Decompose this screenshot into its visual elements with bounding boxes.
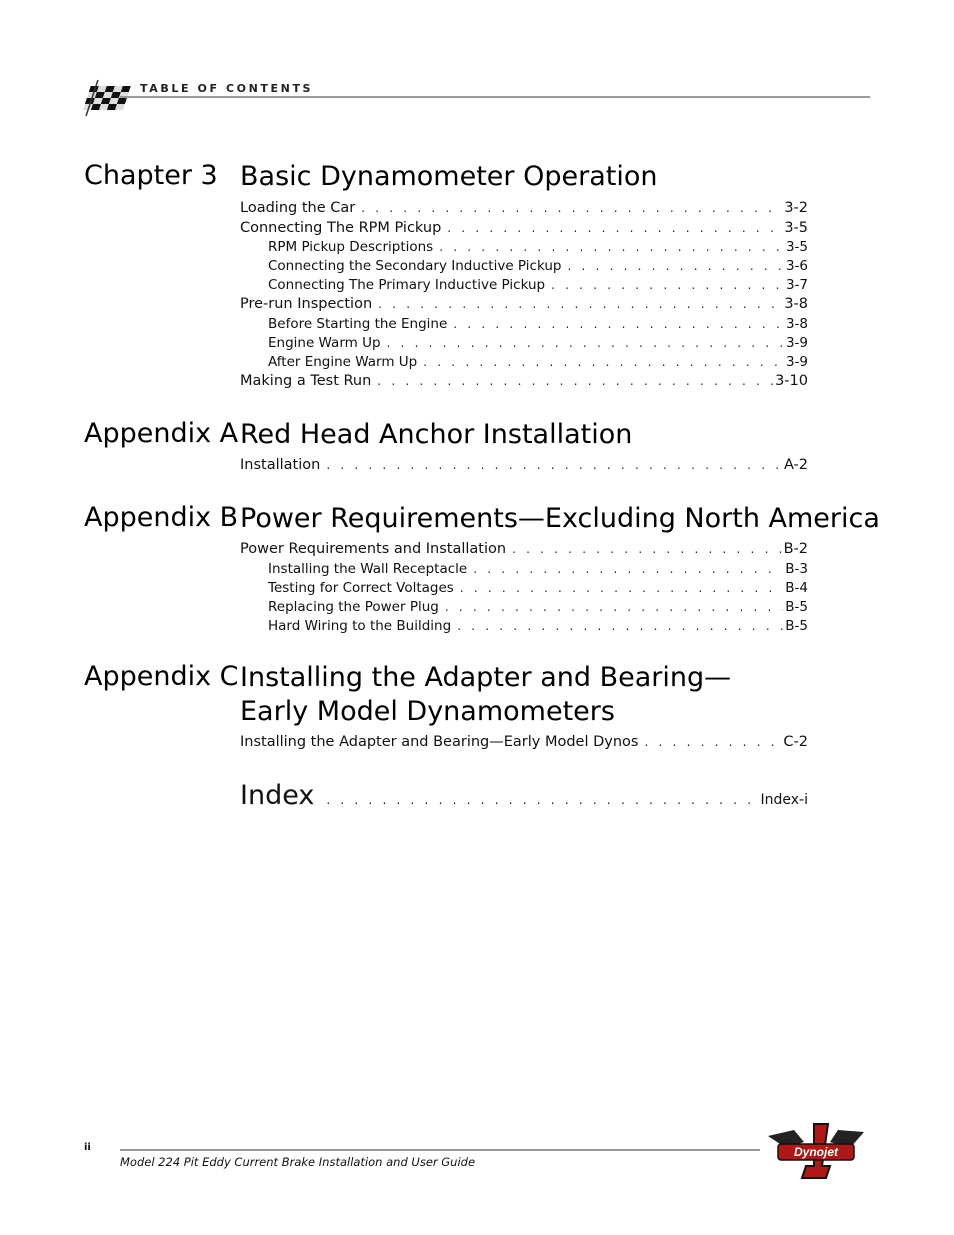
entry-title: After Engine Warm Up	[268, 353, 418, 370]
dot-leader	[361, 201, 782, 215]
section-title: Basic Dynamometer Operation	[240, 161, 658, 192]
entry-page: 3-5	[785, 239, 808, 255]
entry-title: RPM Pickup Descriptions	[268, 239, 434, 255]
toc-entry[interactable]	[240, 200, 808, 220]
toc-entry[interactable]	[240, 457, 808, 477]
dot-leader	[445, 600, 783, 614]
entry-title: Installing the Wall Receptacle	[268, 560, 468, 577]
entry-page: 3-9	[785, 334, 808, 351]
dot-leader	[567, 259, 783, 273]
dot-leader	[512, 542, 782, 556]
dot-leader	[457, 619, 783, 633]
section-entries	[240, 734, 808, 754]
dot-leader	[326, 458, 782, 472]
entry-page: 3-8	[785, 315, 808, 332]
section-label: Appendix B	[84, 502, 239, 533]
entry-page: 3-10	[775, 372, 808, 389]
section-title-line-1: Installing the Adapter and Bearing—	[240, 662, 732, 693]
entry-title: Connecting the Secondary Inductive Pickup	[268, 258, 562, 274]
header-title: TABLE OF CONTENTS	[140, 82, 314, 95]
toc-subentry[interactable]	[240, 561, 808, 580]
dot-leader	[326, 793, 756, 807]
toc-entry[interactable]	[240, 734, 808, 754]
entry-title: Hard Wiring to the Building	[268, 617, 452, 634]
entry-title: Testing for Correct Voltages	[268, 579, 454, 596]
dot-leader	[439, 240, 784, 254]
entry-page: B-5	[785, 617, 808, 634]
toc-subentry[interactable]	[240, 580, 808, 599]
toc-subentry[interactable]	[240, 335, 808, 354]
section-label: Appendix A	[84, 418, 239, 449]
header-rule	[120, 96, 870, 98]
entry-page: 3-5	[784, 219, 808, 236]
entry-title: Before Starting the Engine	[268, 315, 448, 332]
dot-leader	[460, 581, 783, 595]
entry-title: Connecting The RPM Pickup	[240, 219, 442, 236]
entry-page: A-2	[783, 457, 808, 473]
section-title: Power Requirements—Excluding North America	[240, 503, 880, 534]
section-label: Chapter 3	[84, 160, 218, 191]
toc-subentry[interactable]	[240, 354, 808, 373]
dot-leader	[378, 297, 782, 311]
toc-subentry[interactable]	[240, 599, 808, 618]
toc-entry[interactable]	[240, 220, 808, 240]
entry-page: 3-6	[785, 258, 808, 274]
dot-leader	[447, 221, 782, 235]
entry-title: Engine Warm Up	[268, 334, 381, 351]
entry-page: B-4	[785, 579, 808, 596]
toc-entry[interactable]	[240, 541, 808, 561]
section-entries	[240, 200, 808, 392]
toc-subentry[interactable]	[240, 239, 808, 258]
entry-page: B-5	[785, 598, 808, 615]
toc-subentry[interactable]	[240, 277, 808, 296]
toc-subentry[interactable]	[240, 618, 808, 637]
dot-leader	[377, 374, 773, 388]
svg-text:Dynojet: Dynojet	[793, 1145, 839, 1159]
toc-index-entry[interactable]	[240, 780, 808, 811]
toc-entry[interactable]	[240, 296, 808, 316]
page-number: ii	[84, 1142, 91, 1153]
dynojet-logo	[764, 1122, 868, 1180]
section-entries	[240, 541, 808, 637]
index-title: Index	[240, 780, 315, 811]
toc-entry[interactable]	[240, 373, 808, 393]
dot-leader	[551, 278, 784, 292]
section-entries	[240, 457, 808, 477]
entry-title: Making a Test Run	[240, 372, 372, 389]
entry-page: B-2	[783, 541, 808, 557]
section-label: Appendix C	[84, 661, 239, 692]
entry-title: Replacing the Power Plug	[268, 598, 439, 615]
dot-leader	[453, 317, 784, 331]
section-title: Red Head Anchor Installation	[240, 419, 633, 450]
toc-subentry[interactable]	[240, 258, 808, 277]
entry-title: Loading the Car	[240, 200, 356, 216]
dot-leader	[423, 355, 784, 369]
entry-page: 3-2	[784, 200, 808, 216]
dot-leader	[473, 562, 783, 576]
footer-rule	[120, 1149, 760, 1151]
index-page: Index-i	[760, 792, 808, 808]
dot-leader	[387, 336, 784, 350]
entry-title: Connecting The Primary Inductive Pickup	[268, 277, 546, 293]
entry-title: Installing the Adapter and Bearing—Early Model Dynos	[240, 734, 639, 750]
entry-title: Pre-run Inspection	[240, 296, 373, 312]
entry-page: 3-7	[785, 277, 808, 293]
entry-page: 3-9	[785, 353, 808, 370]
entry-page: C-2	[783, 734, 808, 750]
entry-page: 3-8	[784, 296, 808, 312]
entry-title: Power Requirements and Installation	[240, 541, 507, 557]
section-title-line-2: Early Model Dynamometers	[240, 696, 615, 727]
entry-page: B-3	[785, 560, 808, 577]
toc-subentry[interactable]	[240, 316, 808, 335]
section-title	[240, 661, 731, 729]
entry-title: Installation	[240, 457, 321, 473]
footer-guide-title: Model 224 Pit Eddy Current Brake Installation and User Guide	[120, 1155, 476, 1169]
dot-leader	[644, 735, 781, 749]
